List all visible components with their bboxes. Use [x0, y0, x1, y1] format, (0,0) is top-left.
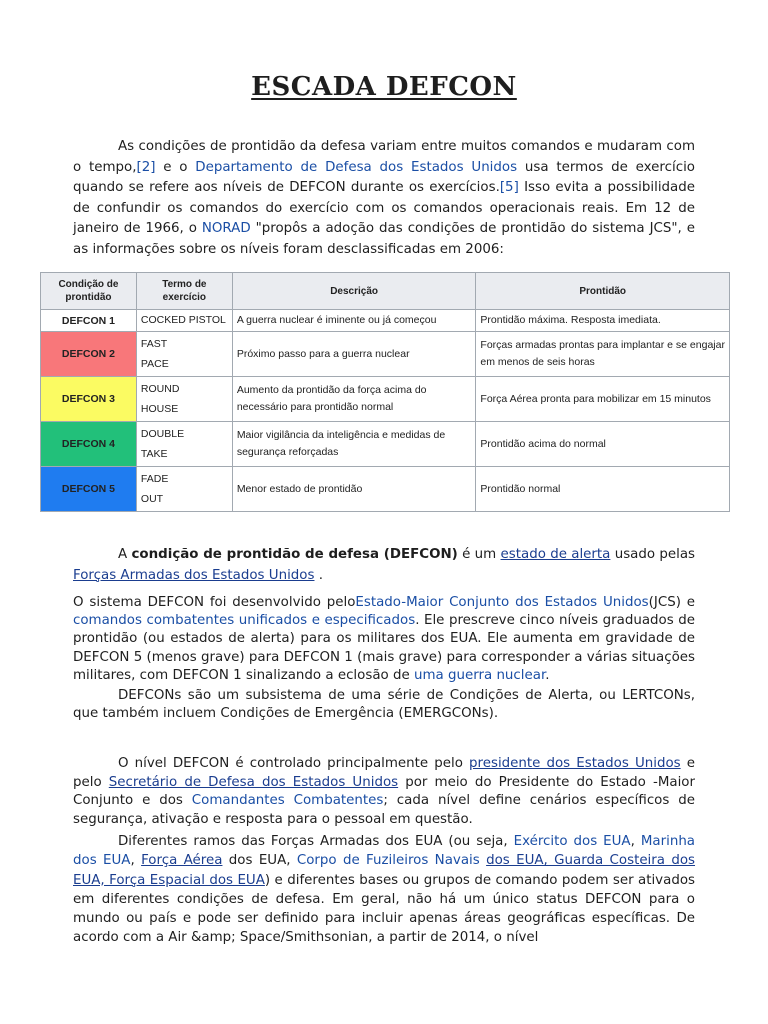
lertcon-paragraph: DEFCONs são um subsistema de uma série de Condições de Alerta, ou LERTCONs, que também incluem Condições de Emergência (EMERGCONs).	[73, 688, 695, 722]
defcon-level-cell: DEFCON 3	[41, 377, 137, 422]
president-link[interactable]: presidente dos Estados Unidos	[469, 756, 681, 771]
dod-link[interactable]: Departamento de Defesa dos Estados Unidos	[195, 159, 518, 175]
combatant-commanders-link[interactable]: Comandantes Combatentes	[191, 793, 384, 809]
table-row	[41, 377, 730, 422]
description-cell: Maior vigilância da inteligência e medidas de segurança reforçadas	[232, 422, 476, 467]
header-readiness: Prontidão	[476, 273, 730, 310]
marines-link[interactable]: Corpo de Fuzileiros Navais	[296, 853, 480, 869]
term-cell: FAST PACE	[136, 332, 232, 377]
readiness-cell: Força Aérea pronta para mobilizar em 15 minutos	[476, 377, 730, 422]
ref-5-link[interactable]: [5]	[499, 180, 519, 195]
defcon-level-cell: DEFCON 4	[41, 422, 137, 467]
army-link[interactable]: Exército dos EUA	[513, 834, 631, 849]
table-row	[41, 422, 730, 467]
defcon-table	[40, 272, 730, 512]
readiness-cell: Prontidão normal	[476, 467, 730, 512]
ref-2-link[interactable]: [2]	[136, 159, 156, 175]
header-description: Descrição	[232, 273, 476, 310]
term-cell: DOUBLE TAKE	[136, 422, 232, 467]
us-armed-forces-link[interactable]: Forças Armadas dos Estados Unidos	[73, 567, 315, 583]
jcs-link[interactable]: Estado-Maior Conjunto dos Estados Unidos	[355, 595, 649, 610]
unified-commands-link[interactable]: comandos combatentes unificados e especificados	[73, 613, 416, 629]
table-header-row	[41, 273, 730, 310]
term-cell: FADE OUT	[136, 467, 232, 512]
readiness-cell: Prontidão acima do normal	[476, 422, 730, 467]
norad-link[interactable]: NORAD	[201, 221, 251, 236]
intro-paragraph: As condições de prontidão da defesa variam entre muitos comandos e mudaram com o tempo,[2] e o Departamento de Defesa dos Estados Unidos usa termos de exercício quando se refere aos níveis de DEFCON durante os exercícios.[5] Isso evita a possibilidade de confundir os comandos do exercício com os comandos operacionais reais. Em 12 de janeiro de 1966, o NORAD "propôs a adoção das condições de prontidão do sistema JCS", e as informações sobre os níveis foram desclassificadas em 2006:	[73, 139, 695, 257]
defcon-level-cell: DEFCON 2	[41, 332, 137, 377]
readiness-cell: Prontidão máxima. Resposta imediata.	[476, 310, 730, 332]
control-paragraph: O nível DEFCON é controlado principalmente pelo presidente dos Estados Unidos e pelo Secretário de Defesa dos Estados Unidos por meio do Presidente do Estado -Maior Conjunto e dos Comandantes Combatentes; cada nível define cenários específicos de segurança, ativação e resposta para o pessoal em questão.	[73, 756, 696, 827]
table-row	[41, 467, 730, 512]
secretary-link[interactable]: Secretário de Defesa dos Estados Unidos	[108, 774, 399, 790]
header-condition: Condição de prontidão	[41, 273, 137, 310]
table-row	[41, 332, 730, 377]
description-cell: A guerra nuclear é iminente ou já começou	[232, 310, 476, 332]
header-term: Termo de exercício	[136, 273, 232, 310]
description-cell: Próximo passo para a guerra nuclear	[232, 332, 476, 377]
description-cell: Aumento da prontidão da força acima do necessário para prontidão normal	[232, 377, 476, 422]
defcon-system-paragraph: O sistema DEFCON foi desenvolvido peloEstado-Maior Conjunto dos Estados Unidos(JCS) e comandos combatentes unificados e especificados. Ele prescreve cinco níveis graduados de prontidão (ou estados de alerta) para os militares dos EUA. Ele aumenta em gravidade de DEFCON 5 (menos grave) para DEFCON 1 (mais grave) para corresponder a várias situações militares, com DEFCON 1 sinalizando a eclosão de uma guerra nuclear.	[73, 595, 696, 683]
readiness-cell: Forças armadas prontas para implantar e se engajar em menos de seis horas	[476, 332, 730, 377]
branches-paragraph: Diferentes ramos das Forças Armadas dos EUA (ou seja, Exército dos EUA, Marinha dos EUA, Força Aérea dos EUA, Corpo de Fuzileiros Navais dos EUA, Guarda Costeira dos EUA, Força Espacial dos EUA) e diferentes bases ou grupos de comando podem ser ativados em diferentes condições de defesa. Em geral, não há um único status DEFCON para o mundo ou país e pode ser definido para incluir apenas áreas geográficas específicas. De acordo com a Air &amp; Space/Smithsonian, a partir de 2014, o nível	[73, 834, 696, 946]
term-cell: ROUND HOUSE	[136, 377, 232, 422]
defcon-level-cell: DEFCON 1	[41, 310, 137, 332]
defcon-definition-paragraph: A condição de prontidão de defesa (DEFCON) é um estado de alerta usado pelas Forças Armadas dos Estados Unidos .	[73, 547, 696, 583]
page-title: ESCADA DEFCON	[251, 72, 517, 102]
nuclear-war-link[interactable]: uma guerra nuclear	[413, 667, 546, 683]
defcon-level-cell: DEFCON 5	[41, 467, 137, 512]
air-force-link[interactable]: Força Aérea	[141, 853, 223, 869]
term-cell: COCKED PISTOL	[136, 310, 232, 332]
navy-link[interactable]: Marinha dos EUA	[73, 834, 696, 869]
table-row	[41, 310, 730, 332]
description-cell: Menor estado de prontidão	[232, 467, 476, 512]
alert-state-link[interactable]: estado de alerta	[500, 547, 611, 562]
coast-guard-space-force-link[interactable]: dos EUA, Guarda Costeira dos EUA, Força Espacial dos EUA	[73, 853, 696, 888]
